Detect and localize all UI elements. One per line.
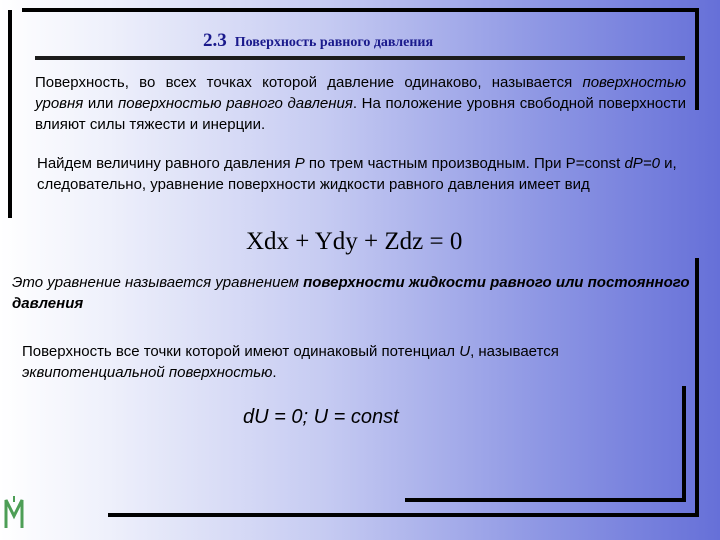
section-title: Поверхность равного давления [234,35,434,50]
text-span: Поверхность, во всех точках которой давление одинаково, называется [35,74,583,91]
text-span: или [83,95,119,112]
variable-u: U [459,343,471,360]
term-level-surface: поверхностью уровня [35,74,686,112]
bold-term: поверхности жидкости равного или постоянного давления [12,274,690,312]
term-equal-pressure-surface: поверхностью равного давления [118,95,353,112]
equation-description [12,272,702,314]
equipotential-paragraph [22,341,672,383]
text-span: по трем частным производным. При P=const [304,155,625,172]
frame-inner-right-bar [682,386,686,502]
frame-right-bar-top [695,8,699,110]
section-number: 2.3 [203,30,227,51]
surface-equation: Xdx + Ydy + Zdz = 0 [246,228,463,255]
condition-dp: dP=0 [624,155,660,172]
frame-left-bar-top [8,10,12,218]
variable-p: P [294,155,305,172]
frame-top-bar [22,8,698,12]
text-span: Это уравнение называется уравнением [12,274,304,291]
text-span: Поверхность все точки которой имеют одинаковый потенциал [22,343,460,360]
text-span: . На положение уровня свободной поверхности влияют силы тяжести и инерции. [35,95,686,133]
text-span: , называется [470,343,559,360]
text-span: и, следовательно, уравнение поверхности жидкости равного давления имеет вид [37,155,677,193]
potential-equation: dU = 0; U = const [243,406,399,428]
frame-inner-bottom-bar [405,498,685,502]
term-equipotential: эквипотенциальной поверхностью [22,364,273,381]
slide-title [203,30,433,52]
university-logo-icon [4,494,24,530]
text-span: Найдем величину равного давления [37,155,295,172]
frame-bottom-bar [108,513,699,517]
derivation-paragraph [37,153,677,195]
text-span: . [272,364,277,381]
definition-paragraph [35,72,686,135]
title-underline [35,56,685,60]
